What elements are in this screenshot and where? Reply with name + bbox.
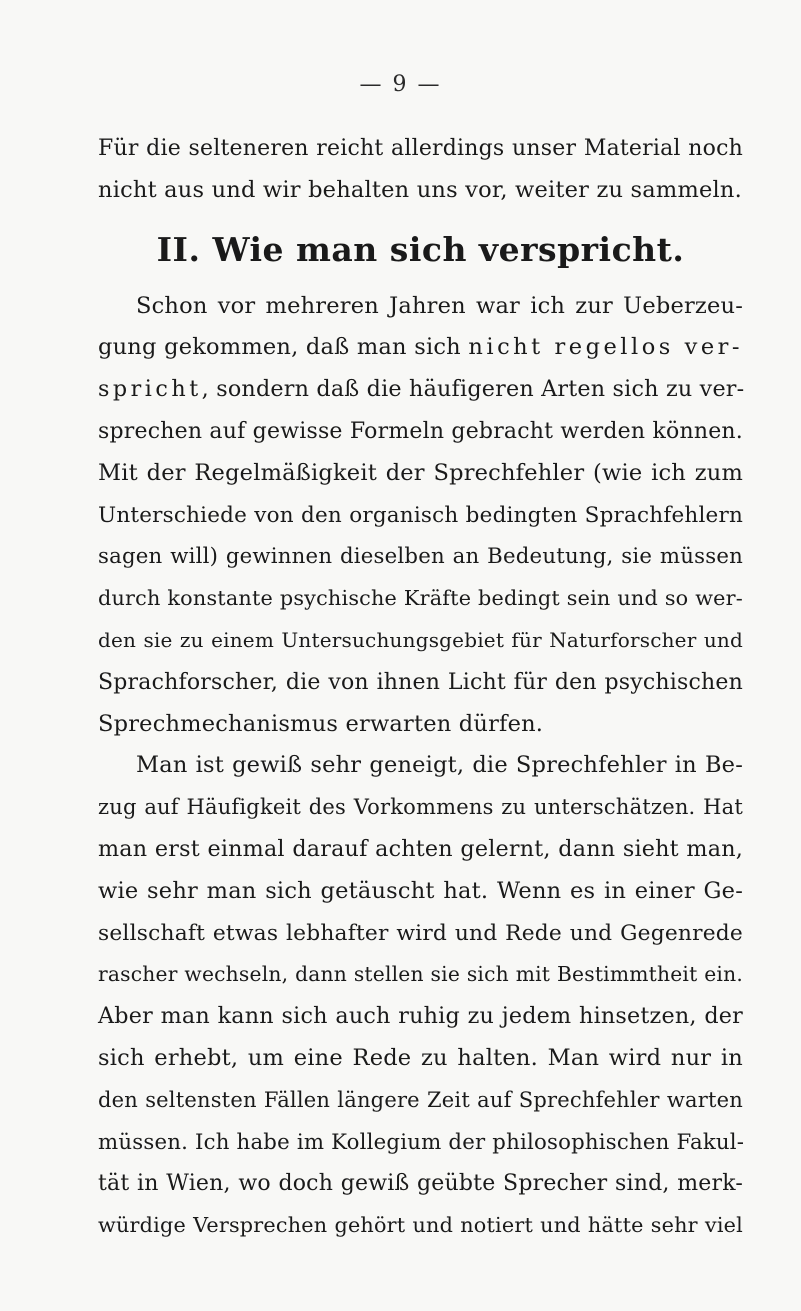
emphasized-text: nicht regellos ver- (468, 334, 743, 361)
text-line: tät in Wien, wo doch gewiß geübte Sprecher sind, merk- (98, 1171, 743, 1197)
text-line: zug auf Häufigkeit des Vorkommens zu unterschätzen. Hat (98, 795, 743, 820)
text-line: Aber man kann sich auch ruhig zu jedem hinsetzen, der (98, 1003, 743, 1030)
text-line: müssen. Ich habe im Kollegium der philosophischen Fakul- (98, 1129, 745, 1155)
text-line: würdige Versprechen gehört und notiert und hätte sehr viel (98, 1213, 743, 1238)
text-line: rascher wechseln, dann stellen sie sich mit Bestimmtheit ein. (98, 962, 743, 987)
page-number: — 9 — (359, 72, 442, 97)
text-line: durch konstante psychische Kräfte bedingt sein und so wer- (98, 586, 743, 611)
text-segment: , sondern daß die häufigeren Arten sich zu ver- (201, 376, 745, 403)
text-line: Mit der Regelmäßigkeit der Sprechfehler (wie ich zum (98, 459, 743, 486)
text-line: Man ist gewiß sehr geneigt, die Sprechfehler in Be- (136, 752, 743, 779)
text-line: sagen will) gewinnen dieselben an Bedeutung, sie müssen (98, 544, 743, 570)
text-line: Sprechmechanismus erwarten dürfen. (98, 710, 544, 737)
text-line: sich erhebt, um eine Rede zu halten. Man wird nur in (98, 1044, 743, 1071)
text-line: den seltensten Fällen längere Zeit auf Sprechfehler warten (98, 1087, 743, 1112)
text-line: Unterschiede von den organisch bedingten Sprachfehlern (98, 502, 743, 528)
text-segment: gung gekommen, daß man sich (98, 334, 469, 361)
text-line: man erst einmal darauf achten gelernt, dann sieht man, (98, 835, 743, 862)
text-line (98, 369, 743, 411)
text-line: Sprachforscher, die von ihnen Licht für den psychischen (98, 669, 743, 695)
text-line: sellschaft etwas lebhafter wird und Rede und Gegenrede (98, 920, 743, 946)
section-heading: II. Wie man sich verspricht. (156, 229, 685, 269)
text-line: Schon vor mehreren Jahren war ich zur Ueberzeu- (136, 292, 743, 319)
text-line (98, 327, 743, 369)
text-line: den sie zu einem Untersuchungsgebiet für Naturforscher und (98, 627, 743, 652)
text-line: Für die selteneren reicht allerdings unser Material noch (98, 136, 743, 161)
text-line: wie sehr man sich getäuscht hat. Wenn es in einer Ge- (98, 877, 743, 904)
text-line: nicht aus und wir behalten uns vor, weiter zu sammeln. (98, 176, 742, 203)
emphasized-text: spricht (98, 376, 202, 403)
page-body (98, 128, 743, 1247)
text-line: sprechen auf gewisse Formeln gebracht werden können. (98, 418, 743, 444)
